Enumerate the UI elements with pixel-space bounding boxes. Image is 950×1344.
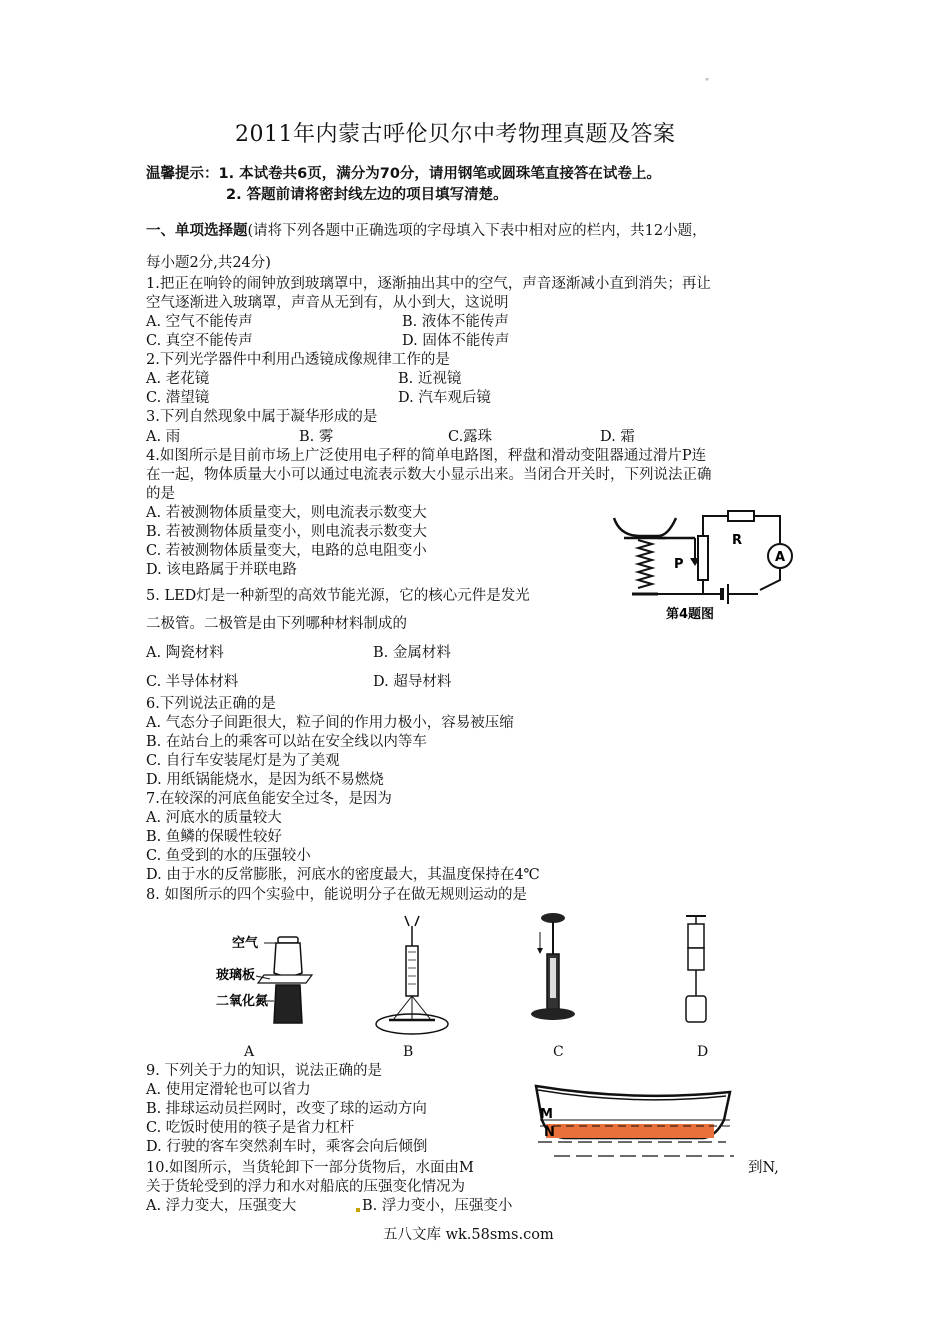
q6-option-b: B. 在站台上的乘客可以站在安全线以内等车 bbox=[146, 734, 427, 750]
yellow-dot-marker bbox=[356, 1208, 360, 1212]
q7-option-c: C. 鱼受到的水的压强较小 bbox=[146, 848, 311, 864]
wire-top-left bbox=[703, 516, 728, 536]
q4-stem-2: 在一起，物体质量大小可以通过电流表示数大小显示出来。当闭合开关时，下列说法正确 bbox=[146, 467, 712, 483]
q3-option-a: A. 雨 bbox=[146, 429, 181, 445]
q3-stem: 3.下列自然现象中属于凝华形成的是 bbox=[146, 409, 378, 425]
q8-figure-a bbox=[212, 915, 322, 1045]
q1-stem-2: 空气逐渐进入玻璃罩，声音从无到有，从小到大，这说明 bbox=[146, 295, 509, 311]
q7-option-b: B. 鱼鳞的保暖性较好 bbox=[146, 829, 282, 845]
corner-mark: " bbox=[705, 78, 710, 88]
q9-option-c: C. 吃饭时使用的筷子是省力杠杆 bbox=[146, 1120, 355, 1136]
label-air: 空气 bbox=[232, 936, 259, 951]
q10-stem-1: 10.如图所示，当货轮卸下一部分货物后，水面由M bbox=[146, 1160, 474, 1176]
q1-option-a: A. 空气不能传声 bbox=[146, 314, 253, 330]
label-M: M bbox=[540, 1107, 553, 1122]
q6-option-d: D. 用纸锅能烧水，是因为纸不易燃烧 bbox=[146, 772, 384, 788]
wire-top-right bbox=[754, 516, 780, 544]
label-no2: 二氧化氮 bbox=[216, 994, 269, 1009]
q7-option-a: A. 河底水的质量较大 bbox=[146, 810, 282, 826]
q3-option-d: D. 霜 bbox=[600, 429, 635, 445]
q2-option-d: D. 汽车观后镜 bbox=[398, 390, 491, 406]
q4-circuit-figure bbox=[610, 502, 810, 622]
q4-option-b: B. 若被测物体质量变小，则电流表示数变大 bbox=[146, 524, 427, 540]
glass-plate bbox=[258, 975, 312, 983]
bottle-neck-top bbox=[278, 937, 298, 943]
q8-label-b: B bbox=[403, 1044, 414, 1060]
upper-bottle bbox=[274, 943, 302, 976]
q4-option-d: D. 该电路属于并联电路 bbox=[146, 562, 297, 578]
q2-option-a: A. 老花镜 bbox=[146, 371, 210, 387]
resistor-R bbox=[728, 511, 754, 521]
q10-option-a: A. 浮力变大，压强变大 bbox=[146, 1198, 297, 1214]
q7-stem: 7.在较深的河底鱼能安全过冬，是因为 bbox=[146, 791, 392, 807]
switch bbox=[760, 568, 780, 590]
strings bbox=[393, 996, 431, 1020]
q8-label-d: D bbox=[697, 1044, 709, 1060]
tips-line-2: 2. 答题前请将密封线左边的项目填写清楚。 bbox=[226, 187, 508, 203]
q5-option-d: D. 超导材料 bbox=[373, 674, 452, 690]
q5-option-c: C. 半导体材料 bbox=[146, 674, 239, 690]
q4-option-a: A. 若被测物体质量变大，则电流表示数变大 bbox=[146, 505, 427, 521]
spring bbox=[638, 540, 652, 588]
q2-option-c: C. 潜望镜 bbox=[146, 390, 210, 406]
section-heading bbox=[146, 222, 707, 241]
q8-figure-b bbox=[375, 912, 475, 1042]
q5-option-b: B. 金属材料 bbox=[373, 645, 451, 661]
label-glass: 玻璃板 bbox=[216, 968, 256, 983]
q8-figure-d bbox=[674, 910, 724, 1040]
page-title: 2011年内蒙古呼伦贝尔中考物理真题及答案 bbox=[235, 122, 676, 147]
q7-option-d: D. 由于水的反常膨胀，河底水的密度最大，其温度保持在4℃ bbox=[146, 867, 540, 883]
label-P: P bbox=[674, 557, 684, 572]
rheostat bbox=[698, 536, 708, 580]
q8-stem: 8. 如图所示的四个实验中，能说明分子在做无规则运动的是 bbox=[146, 887, 527, 903]
q4-stem-1: 4.如图所示是目前市场上广泛使用电子秤的简单电路图，秤盘和滑动变阻器通过滑片P连 bbox=[146, 448, 707, 464]
q6-option-c: C. 自行车安装尾灯是为了美观 bbox=[146, 753, 340, 769]
q4-stem-3: 的是 bbox=[146, 486, 175, 502]
piston-handle bbox=[541, 913, 565, 923]
tips-line-1: 温馨提示：1. 本试卷共6页，满分为70分，请用钢笔或圆珠笔直接答在试卷上。 bbox=[146, 166, 661, 182]
q1-option-d: D. 固体不能传声 bbox=[402, 333, 510, 349]
q2-option-b: B. 近视镜 bbox=[398, 371, 462, 387]
q6-option-a: A. 气态分子间距很大，粒子间的作用力极小，容易被压缩 bbox=[146, 715, 514, 731]
q5-option-a: A. 陶瓷材料 bbox=[146, 645, 224, 661]
q10-stem-2: 关于货轮受到的浮力和水对船底的压强变化情况为 bbox=[146, 1179, 465, 1195]
q8-figure-c bbox=[528, 910, 588, 1040]
figure-4-caption: 第4题图 bbox=[666, 607, 715, 622]
q3-option-c: C.露珠 bbox=[448, 429, 493, 445]
q1-option-b: B. 液体不能传声 bbox=[402, 314, 509, 330]
q10-stem-1-end: 到N, bbox=[748, 1160, 779, 1176]
footer-watermark: 五八文库 wk.58sms.com bbox=[383, 1227, 554, 1243]
q8-label-c: C bbox=[553, 1044, 564, 1060]
section-instruction-2: 每小题2分,共24分) bbox=[146, 255, 271, 271]
q5-stem-1: 5. LED灯是一种新型的高效节能光源，它的核心元件是发光 bbox=[146, 588, 530, 604]
q6-stem: 6.下列说法正确的是 bbox=[146, 696, 276, 712]
arrow-head bbox=[537, 948, 543, 954]
lower-bottle bbox=[274, 985, 302, 1023]
q5-stem-2: 二极管。二极管是由下列哪种材料制成的 bbox=[146, 616, 407, 632]
hand-fingers bbox=[405, 916, 419, 926]
q9-option-b: B. 排球运动员拦网时，改变了球的运动方向 bbox=[146, 1101, 427, 1117]
q2-stem: 2.下列光学器件中利用凸透镜成像规律工作的是 bbox=[146, 352, 450, 368]
q9-option-a: A. 使用定滑轮也可以省力 bbox=[146, 1082, 311, 1098]
label-R: R bbox=[732, 533, 743, 548]
scale-pan bbox=[614, 518, 676, 536]
q1-stem-1: 1.把正在响铃的闹钟放到玻璃罩中，逐渐抽出其中的空气，声音逐渐减小直到消失；再让 bbox=[146, 276, 711, 292]
q1-option-c: C. 真空不能传声 bbox=[146, 333, 253, 349]
q4-option-c: C. 若被测物体质量变大，电路的总电阻变小 bbox=[146, 543, 427, 559]
q10-ship-figure bbox=[534, 1080, 734, 1165]
section-title: 一、单项选择题 bbox=[146, 223, 248, 239]
q3-option-b: B. 雾 bbox=[299, 429, 334, 445]
q10-option-b: B. 浮力变小，压强变小 bbox=[362, 1198, 513, 1214]
q8-label-a: A bbox=[244, 1044, 255, 1060]
lead-block-1 bbox=[688, 924, 704, 948]
label-A: A bbox=[775, 550, 786, 565]
lead-block-2 bbox=[688, 948, 704, 970]
weight bbox=[686, 996, 706, 1022]
section-instruction: (请将下列各题中正确选项的字母填入下表中相对应的栏内，共12小题， bbox=[247, 223, 707, 239]
base bbox=[531, 1008, 575, 1020]
q9-stem: 9. 下列关于力的知识，说法正确的是 bbox=[146, 1063, 382, 1079]
q9-option-d: D. 行驶的客车突然刹车时，乘客会向后倾倒 bbox=[146, 1139, 428, 1155]
cylinder-glass bbox=[550, 958, 556, 998]
spring-scale bbox=[406, 946, 418, 996]
label-N: N bbox=[544, 1125, 555, 1140]
